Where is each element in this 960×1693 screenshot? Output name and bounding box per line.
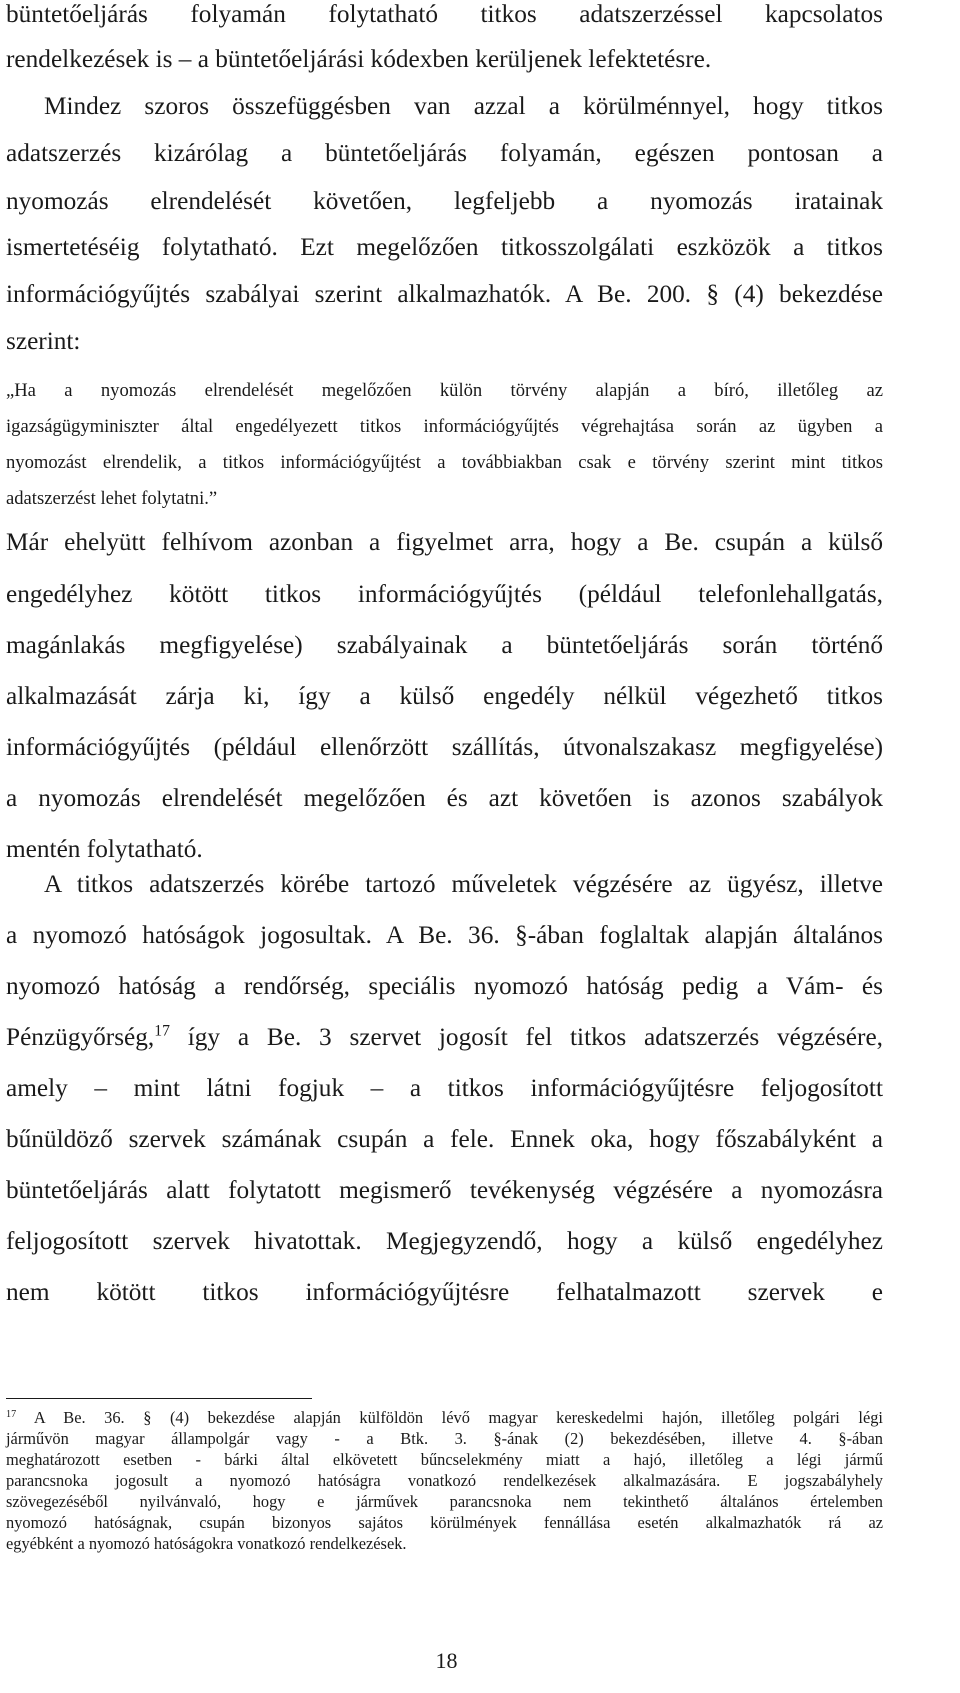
- body-line: amely – mint látni fogjuk – a titkos információgyűjtésre feljogosított: [6, 1074, 883, 1102]
- footnote-line: egyébként a nyomozó hatóságokra vonatkozó rendelkezések.: [6, 1534, 407, 1553]
- footnote-line: járművön magyar állampolgár vagy - a Btk. 3. §-ának (2) bekezdésében, illetve 4. §-ában: [6, 1429, 883, 1448]
- body-line: információgyűjtés (például ellenőrzött szállítás, útvonalszakasz megfigyelése): [6, 733, 883, 761]
- page-number: 18: [435, 1648, 458, 1673]
- quote-line: adatszerzést lehet folytatni.”: [6, 488, 218, 509]
- quote-line: nyomozást elrendelik, a titkos információgyűjtést a továbbiakban csak e törvény szerint mint titkos: [6, 452, 883, 473]
- footnote-text: A Be. 36. § (4) bekezdése alapján külföldön lévő magyar kereskedelmi hajón, illetőleg polgári légi: [33, 1408, 883, 1427]
- body-line: mentén folytatható.: [6, 835, 203, 863]
- body-line: alkalmazását zárja ki, így a külső engedély nélkül végezhető titkos: [6, 682, 883, 710]
- footnote-line: meghatározott esetben - bárki által elkövetett bűncselekmény miatt a hajó, illetőleg a légi jármű: [6, 1450, 883, 1469]
- body-line: nyomozás elrendelését követően, legfeljebb a nyomozás iratainak: [6, 187, 883, 215]
- footnote-line: parancsnoka jogosult a nyomozó hatóságra vonatkozó rendelkezések alkalmazására. E jogszabályhely: [6, 1471, 883, 1490]
- body-line: feljogosított szervek hivatottak. Megjegyzendő, hogy a külső engedélyhez: [6, 1227, 883, 1255]
- footnote-separator: [6, 1398, 312, 1399]
- footnote-number: 17: [6, 1408, 17, 1420]
- footnote-line: szövegezéséből nyilvánvaló, hogy e járművek parancsnoka nem tekinthető általános értelemben: [6, 1492, 883, 1511]
- body-line: ismertetéséig folytatható. Ezt megelőzően titkosszolgálati eszközök a titkos: [6, 233, 883, 261]
- body-line: rendelkezések is – a büntetőeljárási kódexben kerüljenek lefektetésre.: [6, 45, 712, 73]
- body-line: büntetőeljárás alatt folytatott megismerő tevékenység végzésére a nyomozásra: [6, 1176, 883, 1204]
- quote-line: igazságügyminiszter által engedélyezett titkos információgyűjtés végrehajtása során az ügyben a: [6, 416, 883, 437]
- body-text: Pénzügyőrség,: [6, 1023, 155, 1051]
- footnote-reference[interactable]: 17: [154, 1022, 170, 1040]
- body-line: bűnüldöző szervek számának csupán a fele. Ennek oka, hogy főszabályként a: [6, 1125, 883, 1153]
- body-line: Mindez szoros összefüggésben van azzal a körülménnyel, hogy titkos: [44, 92, 883, 120]
- body-text: így a Be. 3 szervet jogosít fel titkos adatszerzés végzésére,: [187, 1023, 883, 1051]
- body-line: információgyűjtés szabályai szerint alkalmazhatók. A Be. 200. § (4) bekezdése: [6, 280, 883, 308]
- body-line: magánlakás megfigyelése) szabályainak a büntetőeljárás során történő: [6, 631, 883, 659]
- footnote-line: nyomozó hatóságnak, csupán bizonyos sajátos körülmények fennállása esetén alkalmazhatók rá az: [6, 1513, 883, 1532]
- body-line: Már ehelyütt felhívom azonban a figyelmet arra, hogy a Be. csupán a külső: [6, 528, 883, 556]
- quote-line: „Ha a nyomozás elrendelését megelőzően külön törvény alapján a bíró, illetőleg az: [6, 380, 883, 401]
- body-line: a nyomozó hatóságok jogosultak. A Be. 36. §-ában foglaltak alapján általános: [6, 921, 883, 949]
- body-line: nyomozó hatóság a rendőrség, speciális nyomozó hatóság pedig a Vám- és: [6, 972, 883, 1000]
- body-line-with-footnote: [6, 1023, 883, 1052]
- body-line: A titkos adatszerzés körébe tartozó műveletek végzésére az ügyész, illetve: [44, 870, 883, 898]
- footnote-line: [6, 1408, 883, 1428]
- body-line: szerint:: [6, 327, 81, 355]
- body-line: nem kötött titkos információgyűjtésre felhatalmazott szervek e: [6, 1278, 883, 1306]
- body-line: engedélyhez kötött titkos információgyűjtés (például telefonlehallgatás,: [6, 580, 883, 608]
- body-line: a nyomozás elrendelését megelőzően és azt követően is azonos szabályok: [6, 784, 883, 812]
- body-line: büntetőeljárás folyamán folytatható titkos adatszerzéssel kapcsolatos: [6, 0, 883, 28]
- body-line: adatszerzés kizárólag a büntetőeljárás folyamán, egészen pontosan a: [6, 139, 883, 167]
